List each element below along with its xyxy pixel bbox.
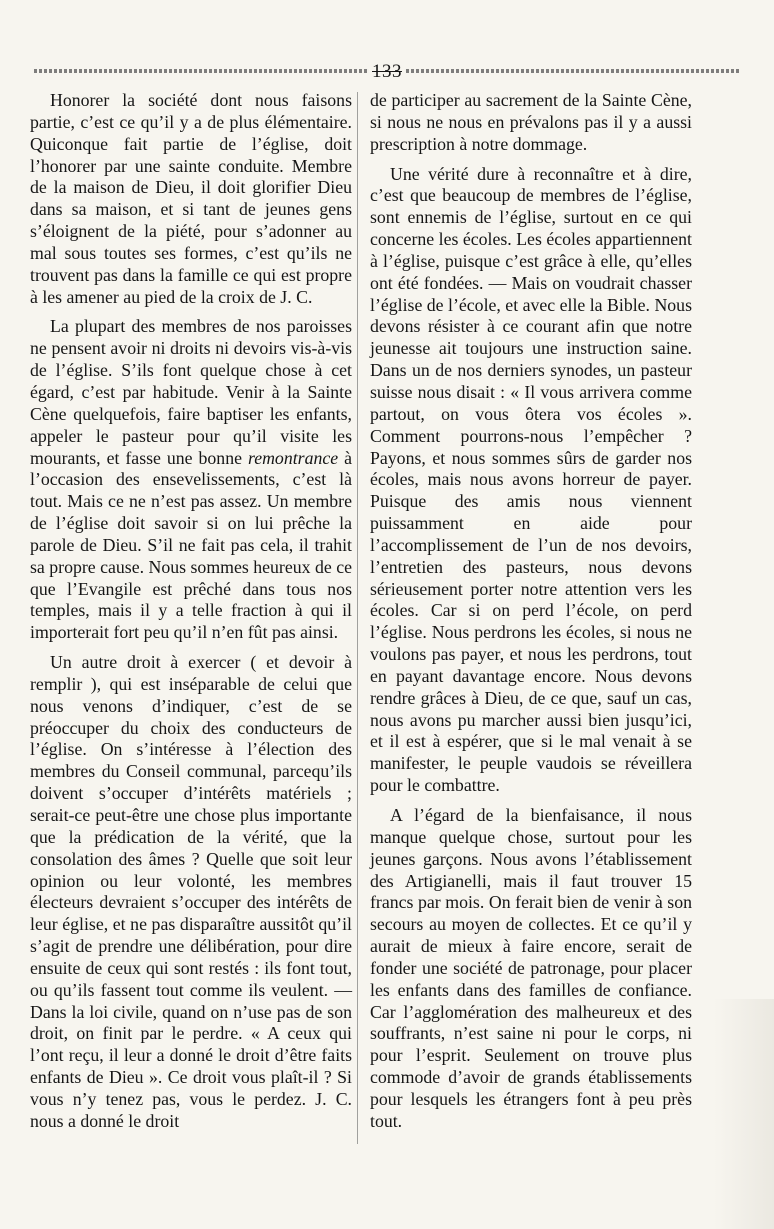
right-column <box>370 90 692 1141</box>
page-edge-shading <box>714 999 774 1229</box>
paragraph: La plupart des membres de nos paroisses ne pensent avoir ni droits ni devoirs vis-à-vis de l’église. S’ils font quelque chose à cet égard, c’est par habitude. Venir à la Sainte Cène quelquefois, faire baptiser les enfants, appeler le pasteur pour qu’il visite les mourants, et fasse une bonne remontrance à l’occasion des ensevelissements, c’est là tout. Mais ce ne n’est pas assez. Un membre de l’église doit savoir si on lui prêche la parole de Dieu. S’il ne fait pas cela, il trahit sa propre cause. Nous sommes heureux de ce que l’Evangile est prêché dans tous nos temples, mais il y a telle fraction à qui il importerait fort peu qu’il n’en fût pas ainsi. <box>30 316 352 643</box>
paragraph: A l’égard de la bienfaisance, il nous manque quelque chose, surtout pour les jeunes garçons. Nous avons l’établissement des Artigianelli, mais il faut trouver 15 francs par mois. On ferait bien de venir à son secours au moyen de collectes. Et ce qu’il y aurait de mieux à faire encore, serait de fonder une société de patronage, pour placer les enfants dans des familles de confiance. Car l’agglomération des malheureux et des souffrants, n’est saine ni pour le corps, ni pour l’esprit. Seulement on trouve plus commode d’avoir de grands établissements pour lesquels les étrangers font à peu près tout. <box>370 805 692 1131</box>
italic-word: remontrance <box>247 447 339 468</box>
page-header <box>34 58 740 84</box>
paragraph: Une vérité dure à reconnaître et à dire, c’est que beaucoup de membres de l’église, sont ennemis de l’église, surtout en ce qui concerne les écoles. Les écoles appartiennent à l’église, puisque c’est grâce à elle, qu’elles ont été fondées. — Mais on voudrait chasser l’église de l’école, et avec elle la Bible. Nous devons résister à ce courant afin que notre jeunesse ait toujours une instruction saine. Dans un de nos derniers synodes, un pasteur suisse nous disait : « Il vous arrivera comme partout, on vous ôtera vos écoles ». Comment pourrons-nous l’empêcher ? Payons, et nous sommes sûrs de garder nos écoles, mais nous avons horreur de payer. Puisque des amis nous viennent puissamment en aide pour l’accomplissement de l’un de nos devoirs, l’entretien des pasteurs, nous devons sérieusement porter notre attention vers les écoles. Car si on perd l’école, on perd l’église. Nous perdrons les écoles, si nous ne voulons pas payer, et nous les perdrons, tout en payant davantage encore. Nous devons rendre grâces à Dieu, de ce que, sauf un cas, nous avons pu marcher aussi bien jusqu’ici, et il est à espérer, que si le mal venait à se manifester, le peuple vaudois se réveillera pour le combattre. <box>370 163 692 796</box>
paragraph: Un autre droit à exercer ( et devoir à remplir ), qui est inséparable de celui que nous venons d’indiquer, c’est de se préoccuper du choix des conducteurs de l’église. On s’intéresse à l’élection des membres du Conseil communal, parcequ’ils doivent s’occuper d’intérêts matériels ; serait-ce peut-être une chose plus importante que la prédication de la vérité, que la consolation des âmes ? Quelle que soit leur opinion ou leur volonté, les membres électeurs devraient s’occuper des intérêts de leur église, et ne pas disparaître aussitôt qu’il s’agit de prendre une délibération, pour dire ensuite de ceux qui sont restés : ils font tout, ou qu’ils fassent tout comme ils veulent. — Dans la loi civile, quand on n’use pas de son droit, on finit par le perdre. « A ceux qui l’ont reçu, il leur a donné le droit d’être faits enfants de Dieu ». Ce droit vous plaît-il ? Si vous n’y tenez pas, vous le perdez. J. C. nous a donné le droit <box>30 652 352 1131</box>
left-column <box>30 90 352 1141</box>
paragraph-continuation: de participer au sacrement de la Sainte Cène, si nous ne nous en prévalons pas il y a aussi prescription à notre dommage. <box>370 90 692 154</box>
page-number: 133 <box>372 60 402 82</box>
column-divider <box>357 92 358 1144</box>
paragraph: Honorer la société dont nous faisons partie, c’est ce qu’il y a de plus élémentaire. Quiconque fait partie de l’église, doit l’honorer par une sainte conduite. Membre de la maison de Dieu, il doit glorifier Dieu dans sa maison, et si tant de jeunes gens s’éloignent de la piété, pour s’adonner au mal sous toutes ses formes, c’est qu’ils ne trouvent pas dans la famille ce qui est propre à les amener au pied de la croix de J. C. <box>30 90 352 307</box>
header-rule-right <box>406 69 740 73</box>
header-rule-left <box>34 69 368 73</box>
